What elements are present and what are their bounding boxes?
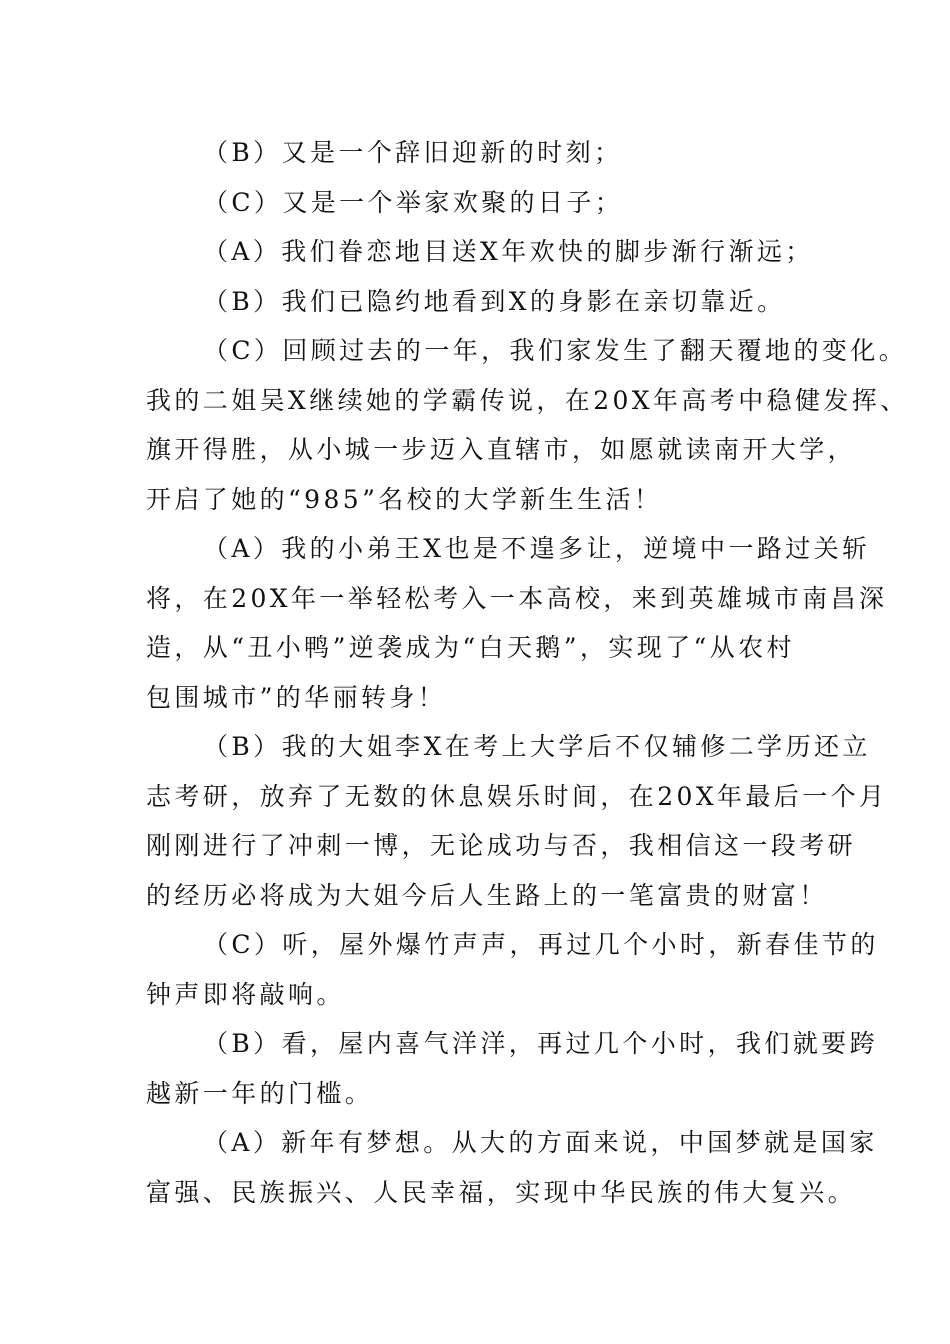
text-line-b-celebration: （B）看，屋内喜气洋洋，再过几个小时，我们就要跨 bbox=[203, 1029, 878, 1058]
text-line-continuation: 越新一年的门槛。 bbox=[146, 1078, 374, 1108]
text-line-a-brother: （A）我的小弟王X也是不遑多让，逆境中一路过关斩 bbox=[203, 534, 871, 563]
text-line-a-dream: （A）新年有梦想。从大的方面来说，中国梦就是国家 bbox=[203, 1128, 878, 1157]
text-line-continuation: 志考研，放弃了无数的休息娱乐时间，在20X年最后一个月 bbox=[146, 781, 888, 811]
text-line-continuation: 将，在20X年一举轻松考入一本高校，来到英雄城市南昌深 bbox=[146, 583, 888, 613]
text-line-continuation: 钟声即将敲响。 bbox=[146, 979, 345, 1009]
text-line-continuation: 包围城市”的华丽转身！ bbox=[146, 682, 447, 712]
text-line-b-farewell: （B）又是一个辞旧迎新的时刻； bbox=[203, 138, 623, 167]
text-line-c-review: （C）回顾过去的一年，我们家发生了翻天覆地的变化。 bbox=[203, 336, 908, 365]
text-line-b-sister: （B）我的大姐李X在考上大学后不仅辅修二学历还立 bbox=[203, 732, 871, 761]
document-body bbox=[146, 128, 909, 1217]
text-line-continuation: 旗开得胜，从小城一步迈入直辖市，如愿就读南开大学， bbox=[146, 435, 857, 464]
text-line-continuation: 的经历必将成为大姐今后人生路上的一笔富贵的财富！ bbox=[146, 880, 828, 910]
text-line-b-new-year: （B）我们已隐约地看到X的身影在亲切靠近。 bbox=[203, 286, 786, 316]
text-line-continuation: 刚刚进行了冲刺一博，无论成功与否，我相信这一段考研 bbox=[146, 831, 857, 860]
text-line-c-reunion: （C）又是一个举家欢聚的日子； bbox=[203, 187, 624, 217]
text-line-continuation: 富强、民族振兴、人民幸福，实现中华民族的伟大复兴。 bbox=[146, 1177, 857, 1207]
text-line-continuation: 我的二姐吴X继续她的学霸传说，在20X年高考中稳健发挥、 bbox=[146, 385, 909, 415]
text-line-continuation: 造，从“丑小鸭”逆袭成为“白天鹅”，实现了“从农村 bbox=[146, 633, 795, 662]
text-line-continuation: 开启了她的“985”名校的大学新生生活！ bbox=[146, 484, 663, 514]
text-line-a-farewell-year: （A）我们眷恋地目送X年欢快的脚步渐行渐远； bbox=[203, 237, 814, 266]
text-line-c-firecrackers: （C）听，屋外爆竹声声，再过几个小时，新春佳节的 bbox=[203, 930, 879, 959]
